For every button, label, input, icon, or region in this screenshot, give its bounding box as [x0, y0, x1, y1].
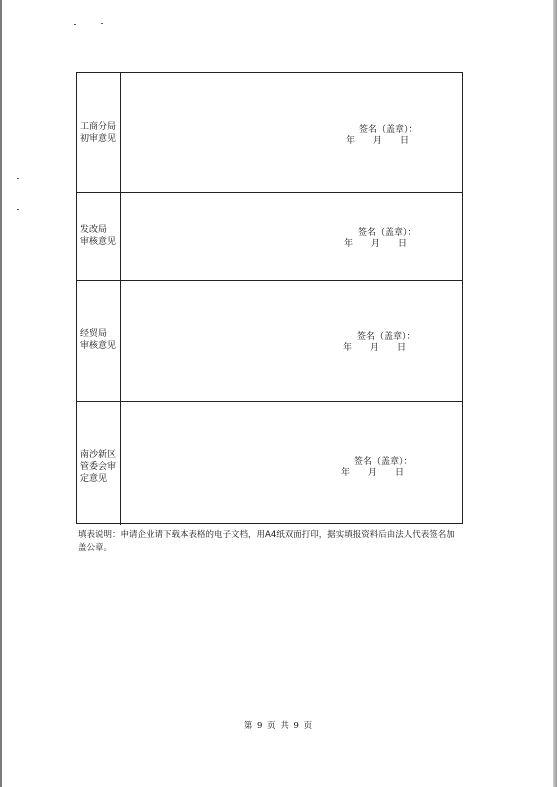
- row-label-cell: [77, 281, 121, 401]
- row-label-cell: [77, 73, 121, 192]
- page-edge-left: [0, 0, 2, 787]
- scan-speck: [17, 178, 19, 179]
- approval-row-economy-trade: [77, 281, 462, 402]
- row-label: 南沙新区 管委会审 定意见: [80, 450, 117, 484]
- approval-row-nansha-committee: [77, 402, 462, 525]
- approval-row-development-reform: [77, 193, 462, 281]
- filling-instructions: 填表说明：申请企业请下载本表格的电子文档，用A4纸双面打印，据实填报资料后由法人代表签名加盖公章。: [78, 530, 455, 553]
- date-label: 年 月 日: [344, 239, 408, 249]
- scan-speck: [74, 24, 76, 25]
- date-label: 年 月 日: [341, 468, 405, 478]
- signature-label: 签名（盖章）：: [359, 125, 418, 135]
- row-label-cell: [77, 193, 121, 280]
- page-number-footer: 第 9 页 共 9 页: [243, 721, 314, 731]
- page-edge-right: [553, 0, 557, 787]
- date-label: 年 月 日: [343, 343, 407, 353]
- signature-label: 签名（盖章）：: [354, 457, 413, 467]
- scan-speck: [17, 209, 19, 210]
- row-label: 经贸局 审核意见: [80, 329, 117, 351]
- date-label: 年 月 日: [346, 136, 410, 146]
- scan-speck: [101, 23, 103, 24]
- approval-table: [76, 72, 463, 524]
- row-label: 工商分局 初审意见: [80, 122, 117, 144]
- signature-label: 签名（盖章）：: [358, 228, 417, 238]
- row-label-cell: [77, 402, 121, 525]
- row-label: 发改局 审核意见: [80, 225, 117, 247]
- approval-row-industry-commerce: [77, 73, 462, 193]
- signature-label: 签名（盖章）：: [357, 332, 416, 342]
